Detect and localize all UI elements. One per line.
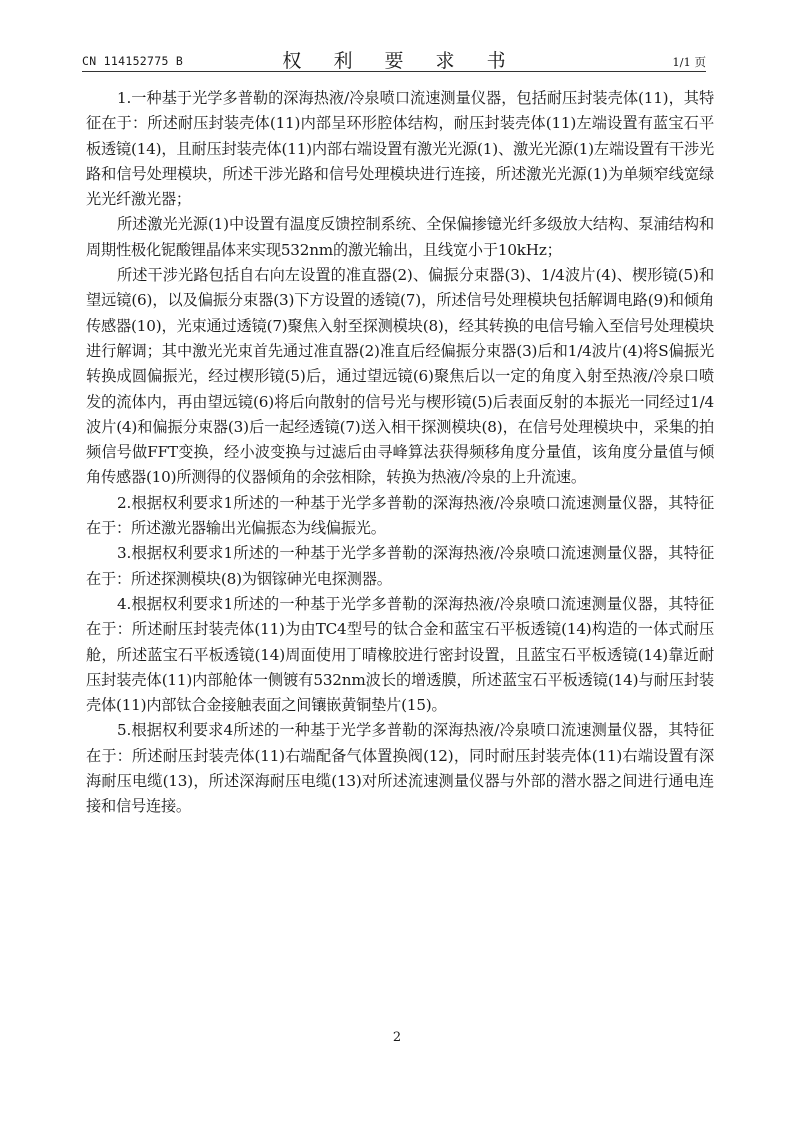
- page-number: 2: [392, 1030, 402, 1045]
- claim-paragraph: 所述干涉光路包括自右向左设置的准直器(2)、偏振分束器(3)、1/4波片(4)、楔形镜(5)和望远镜(6)，以及偏振分束器(3)下方设置的透镜(7)，所述信号处理模块包括解调电路(9)和倾角传感器(10)，光束通过透镜(7)聚焦入射至探测模块(8)，经其转换的电信号输入至信号处理模块进行解调；其中激光光束首先通过准直器(2)准直后经偏振分束器(3)后和1/4波片(4)将S偏振光转换成圆偏振光，经过楔形镜(5)后，通过望远镜(6)聚焦后以一定的角度入射至热液/冷泉口喷发的流体内，再由望远镜(6)将后向散射的信号光与楔形镜(5)后表面反射的本振光一同经过1/4波片(4)和偏振分束器(3)后一起经透镜(7)送入相干探测模块(8)，在信号处理模块中，采集的拍频信号做FFT变换，经小波变换与过滤后由寻峰算法获得频移角度分量值，该角度分量值与倾角传感器(10)所测得的仪器倾角的余弦相除，转换为热液/冷泉的上升流速。: [86, 266, 714, 487]
- page-header: [82, 40, 706, 70]
- page-count: 1/1 页: [672, 55, 706, 69]
- claim-paragraph: 1.一种基于光学多普勒的深海热液/冷泉喷口流速测量仪器，包括耐压封装壳体(11)，其特征在于：所述耐压封装壳体(11)内部呈环形腔体结构，耐压封装壳体(11)左端设置有蓝宝石平板透镜(14)，且耐压封装壳体(11)内部右端设置有激光光源(1)、激光光源(1)左端设置有干涉光路和信号处理模块，所述干涉光路和信号处理模块进行连接，所述激光光源(1)为单频窄线宽绿光光纤激光器；: [86, 89, 714, 209]
- patent-number: CN 114152775 B: [82, 54, 184, 68]
- claim-paragraph: 所述激光光源(1)中设置有温度反馈控制系统、全保偏掺镱光纤多级放大结构、泵浦结构和周期性极化铌酸锂晶体来实现532nm的激光输出，且线宽小于10kHz；: [86, 215, 714, 259]
- claim-paragraph: 5.根据权利要求4所述的一种基于光学多普勒的深海热液/冷泉喷口流速测量仪器，其特征在于：所述耐压封装壳体(11)右端配备气体置换阀(12)，同时耐压封装壳体(11)右端设置有深海耐压电缆(13)，所述深海耐压电缆(13)对所述流速测量仪器与外部的潜水器之间进行通电连接和信号连接。: [86, 721, 714, 816]
- page-title: 权 利 要 求 书: [282, 50, 519, 72]
- claim-paragraph: 2.根据权利要求1所述的一种基于光学多普勒的深海热液/冷泉喷口流速测量仪器，其特征在于：所述激光器输出光偏振态为线偏振光。: [86, 493, 714, 538]
- header-divider: [82, 71, 706, 72]
- claim-paragraph: 3.根据权利要求1所述的一种基于光学多普勒的深海热液/冷泉喷口流速测量仪器，其特征在于：所述探测模块(8)为铟镓砷光电探测器。: [86, 544, 714, 588]
- claim-paragraph: 4.根据权利要求1所述的一种基于光学多普勒的深海热液/冷泉喷口流速测量仪器，其特征在于：所述耐压封装壳体(11)为由TC4型号的钛合金和蓝宝石平板透镜(14)构造的一体式耐压舱，所述蓝宝石平板透镜(14)周面使用丁晴橡胶进行密封设置，且蓝宝石平板透镜(14)靠近耐压封装壳体(11)内部舱体一侧镀有532nm波长的增透膜，所述蓝宝石平板透镜(14)与耐压封装壳体(11)内部钛合金接触表面之间镶嵌黄铜垫片(15)。: [86, 594, 714, 715]
- claims-body: [86, 86, 714, 820]
